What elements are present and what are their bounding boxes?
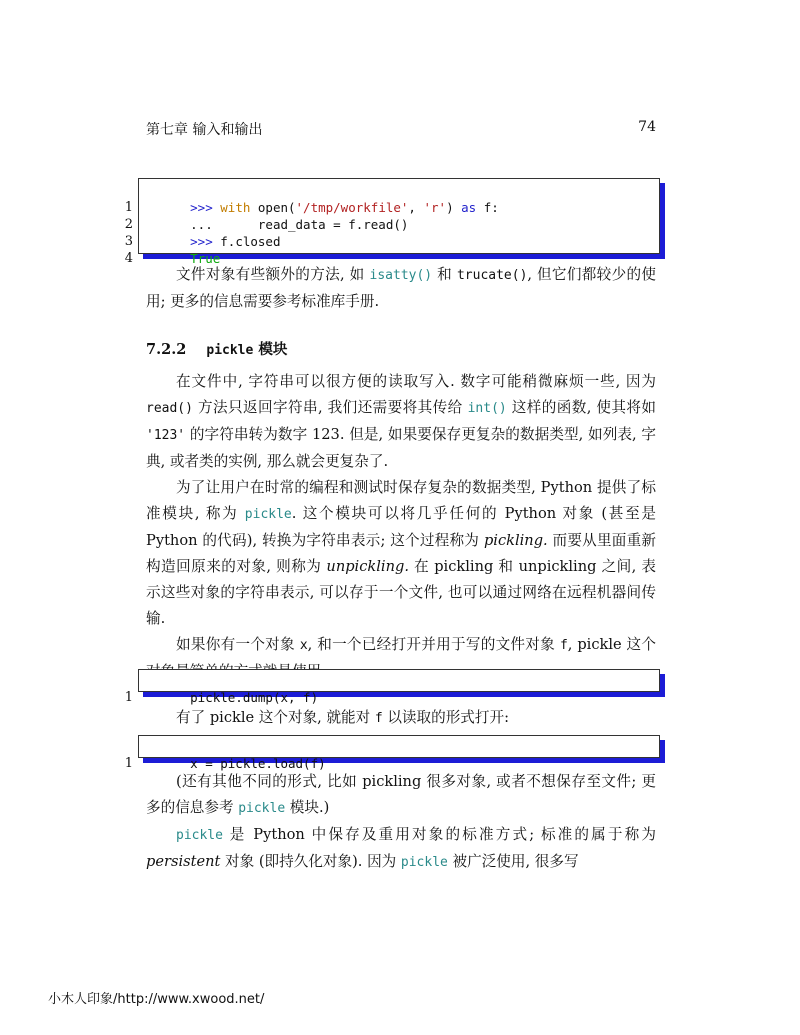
watermark-footer: 小木人印象/http://www.xwood.net/ bbox=[48, 992, 265, 1007]
line-number: 1 bbox=[124, 690, 133, 705]
paragraph: 有了 pickle 这个对象, 就能对 f 以读取的形式打开: bbox=[176, 709, 510, 726]
paragraph: 为了让用户在时常的编程和测试时保存复杂的数据类型, Python 提供了标准模块, 称为 pickle. 这个模块可以将几乎任何的 Python 对象 (甚至是 Python 的代码), 转换为字符串表示; 这个过程称为 pickling. 而要从里面重新构造回原来的对象, 则称为 unpickling. 在 pickling 和 unpickling 之间, 表示这些对象的字符串表示, 可以存于一个文件, 也可以通过网络在远程机器间传输. bbox=[146, 479, 656, 627]
code-line: 1 pickle.dump(x, f) bbox=[124, 690, 319, 705]
paragraph: (还有其他不同的形式, 比如 pickling 很多对象, 或者不想保存至文件; 更多的信息参考 pickle 模块.) bbox=[146, 773, 656, 816]
line-number: 1 bbox=[124, 200, 133, 215]
body-text bbox=[146, 769, 656, 876]
paragraph: 在文件中, 字符串可以很方便的读取写入. 数字可能稍微麻烦一些, 因为 read() 方法只返回字符串, 我们还需要将其传给 int() 这样的函数, 使其将如 '123' 的字符串转为数字 123. 但是, 如果要保存更复杂的数据类型, 如列表, 字典, 或者类的实例, 那么就会更复杂了. bbox=[146, 373, 657, 470]
line-number: 4 bbox=[124, 251, 133, 266]
code-line: 2 ... read_data = f.read() bbox=[124, 217, 409, 232]
code-block bbox=[124, 735, 660, 771]
page-number: 74 bbox=[638, 119, 656, 135]
line-number: 3 bbox=[124, 234, 133, 249]
section-heading: 7.2.2 pickle 模块 bbox=[146, 341, 288, 358]
code-line: 4 True bbox=[124, 251, 221, 266]
code-block bbox=[124, 669, 660, 705]
code-block bbox=[124, 178, 660, 266]
code-line: 3 >>> f.closed bbox=[124, 234, 281, 249]
paragraph: 文件对象有些额外的方法, 如 isatty() 和 trucate(), 但它们都较少的使用; 更多的信息需要参考标准库手册. bbox=[146, 266, 657, 310]
chapter-title: 第七章 输入和输出 bbox=[146, 122, 263, 138]
body-text bbox=[146, 369, 656, 685]
page-header bbox=[146, 119, 656, 139]
paragraph: 如果你有一个对象 x, 和一个已经打开并用于写的文件对象 f, pickle 这个 bbox=[176, 636, 657, 653]
code-line: 1 >>> with open('/tmp/workfile', 'r') as f: bbox=[124, 200, 499, 215]
code-line: 1 x = pickle.load(f) bbox=[124, 756, 326, 771]
line-number: 2 bbox=[124, 217, 133, 232]
paragraph: pickle 是 Python 中保存及重用对象的标准方式; 标准的属于称为 persistent 对象 (即持久化对象). 因为 pickle 被广泛使用, 很多写 bbox=[146, 826, 656, 870]
line-number: 1 bbox=[124, 756, 133, 771]
